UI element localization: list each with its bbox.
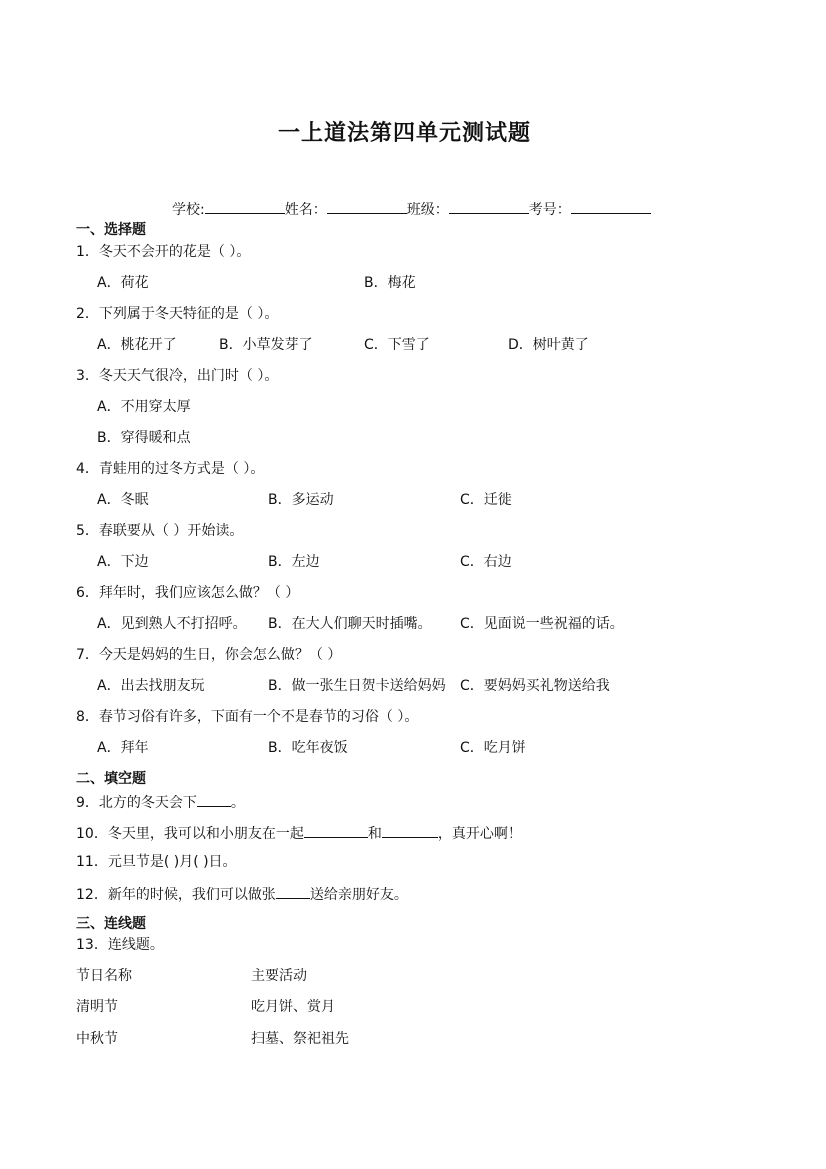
class-field[interactable] [449,199,529,214]
question-12-text: 12．新年的时候，我们可以做张 [76,887,276,903]
answer-blank-10a[interactable] [304,823,368,838]
question-11: 11．元旦节是( )月( )日。 [76,854,237,870]
question-10 [76,823,522,843]
option-5a[interactable]: A．下边 [97,554,149,570]
question-9 [76,792,245,812]
page-title: 一上道法第四单元测试题 [278,121,532,146]
question-1: 1．冬天不会开的花是（ ）。 [76,244,251,260]
question-12 [76,884,408,904]
answer-blank-10b[interactable] [382,823,438,838]
option-2c[interactable]: C．下雪了 [364,337,430,353]
option-4a[interactable]: A．冬眠 [97,492,149,508]
question-10-text: 10．冬天里，我可以和小朋友在一起 [76,826,304,842]
option-8b[interactable]: B．吃年夜饭 [268,740,348,756]
option-2d[interactable]: D．树叶黄了 [508,337,589,353]
option-6b[interactable]: B．在大人们聊天时插嘴。 [268,616,432,632]
question-13: 13．连线题。 [76,937,164,953]
question-8: 8．春节习俗有许多，下面有一个不是春节的习俗（ ）。 [76,709,419,725]
question-10-mid: 和 [367,826,382,842]
section-heading-fill: 二、填空题 [76,771,146,787]
name-field[interactable] [327,199,407,214]
option-7a[interactable]: A．出去找朋友玩 [97,678,205,694]
option-2b[interactable]: B．小草发芽了 [219,337,313,353]
option-8a[interactable]: A．拜年 [97,740,149,756]
option-2a[interactable]: A．桃花开了 [97,337,177,353]
option-3b[interactable]: B．穿得暖和点 [97,430,191,446]
matching-header-festival: 节日名称 [76,968,132,984]
matching-activity-1[interactable]: 吃月饼、赏月 [251,999,335,1015]
question-7: 7．今天是妈妈的生日，你会怎么做？（ ） [76,647,342,663]
matching-activity-2[interactable]: 扫墓、祭祀祖先 [251,1031,349,1047]
name-label: 姓名： [284,202,327,218]
number-label: 考号： [528,202,571,218]
number-field[interactable] [571,199,651,214]
question-3: 3．冬天天气很冷，出门时（ ）。 [76,368,279,384]
question-2: 2．下列属于冬天特征的是（ ）。 [76,306,279,322]
option-4b[interactable]: B．多运动 [268,492,334,508]
option-7b[interactable]: B．做一张生日贺卡送给妈妈 [268,678,446,694]
option-3a[interactable]: A．不用穿太厚 [97,399,191,415]
question-12-end: 送给亲朋好友。 [309,887,408,903]
option-1b[interactable]: B．梅花 [364,275,416,291]
answer-blank-12[interactable] [276,884,310,899]
option-8c[interactable]: C．吃月饼 [460,740,526,756]
option-7c[interactable]: C．要妈妈买礼物送给我 [460,678,610,694]
section-heading-matching: 三、连线题 [76,916,146,932]
question-9-end: 。 [230,795,245,811]
question-6: 6．拜年时，我们应该怎么做？（ ） [76,585,300,601]
section-heading-choice: 一、选择题 [76,222,146,238]
option-5c[interactable]: C．右边 [460,554,512,570]
question-4: 4．青蛙用的过冬方式是（ ）。 [76,461,265,477]
option-4c[interactable]: C．迁徙 [460,492,512,508]
school-label: 学校: [172,202,205,218]
option-6c[interactable]: C．见面说一些祝福的话。 [460,616,624,632]
option-5b[interactable]: B．左边 [268,554,320,570]
matching-festival-1[interactable]: 清明节 [76,999,118,1015]
student-info-line [172,199,651,219]
option-1a[interactable]: A．荷花 [97,275,149,291]
class-label: 班级： [406,202,449,218]
school-field[interactable] [205,199,285,214]
question-9-text: 9．北方的冬天会下 [76,795,197,811]
question-5: 5．春联要从（ ）开始读。 [76,523,244,539]
answer-blank-9[interactable] [197,792,231,807]
option-6a[interactable]: A．见到熟人不打招呼。 [97,616,247,632]
matching-header-activity: 主要活动 [251,968,307,984]
matching-festival-2[interactable]: 中秋节 [76,1031,118,1047]
question-10-end: ，真开心啊！ [437,826,522,842]
